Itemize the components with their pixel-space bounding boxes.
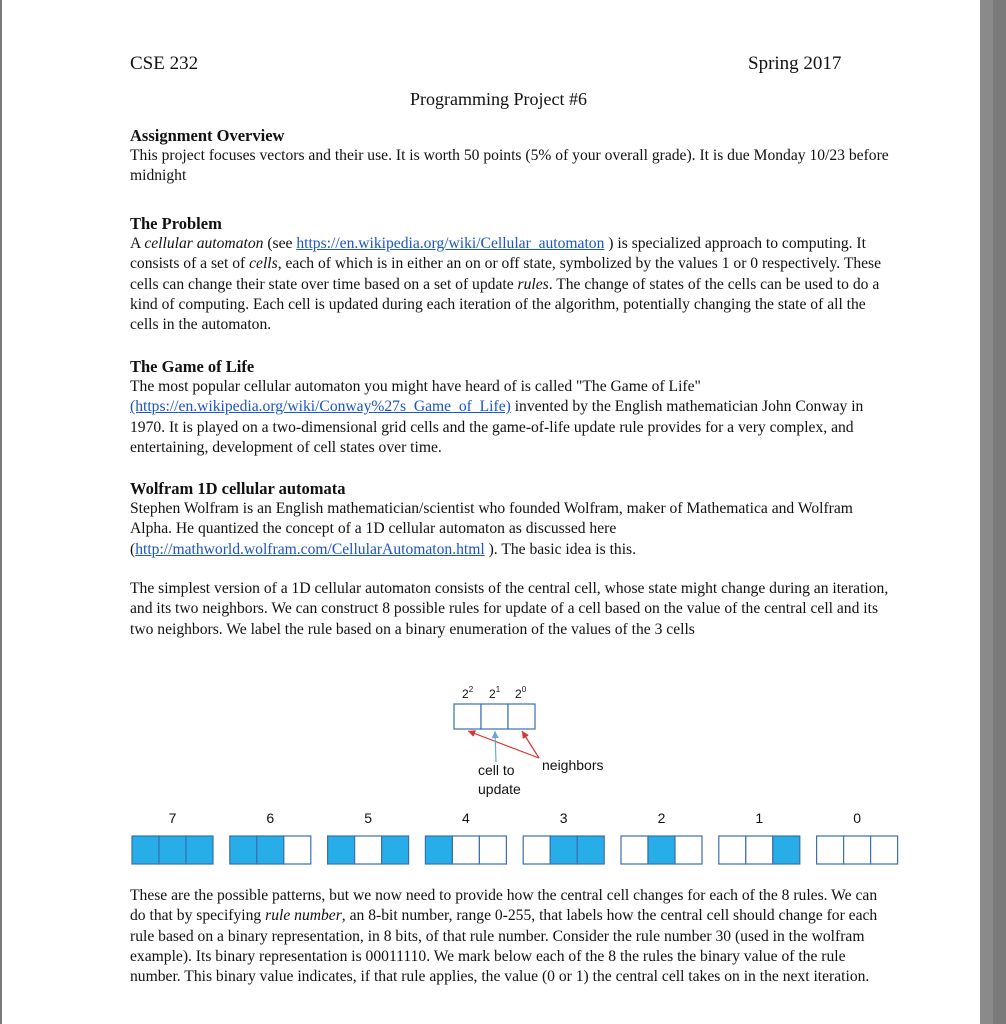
pattern-cell-on bbox=[230, 836, 257, 864]
pattern-cell-on bbox=[648, 836, 675, 864]
game-of-life-heading: The Game of Life bbox=[130, 357, 255, 376]
pattern-number-label: 1 bbox=[755, 810, 764, 826]
cell-to-update-label-line1: cell to bbox=[478, 762, 515, 778]
pattern-cell-off bbox=[523, 836, 550, 864]
pattern-number-label: 6 bbox=[266, 810, 275, 826]
pattern-cell-off bbox=[479, 836, 506, 864]
patterns-row bbox=[132, 810, 898, 864]
pattern-cell-on bbox=[132, 836, 159, 864]
course-code: CSE 232 bbox=[130, 53, 199, 74]
pattern-cell-off bbox=[844, 836, 871, 864]
pattern-cell-off bbox=[719, 836, 746, 864]
pattern-cell-on bbox=[577, 836, 604, 864]
pattern-cell-on bbox=[328, 836, 355, 864]
pattern-cell-off bbox=[355, 836, 382, 864]
pattern-cell-on bbox=[425, 836, 452, 864]
problem-section bbox=[130, 213, 890, 335]
overview-text: This project focuses vectors and their use. It is worth 50 points (5% of your overall grade). It is due Monday 10/23 before midnight bbox=[130, 147, 889, 185]
pattern-cell-on bbox=[550, 836, 577, 864]
pattern-cell-off bbox=[452, 836, 479, 864]
pattern-number-label: 0 bbox=[853, 810, 861, 826]
game-of-life-link[interactable]: (https://en.wikipedia.org/wiki/Conway%27s_Game_of_Life) bbox=[130, 398, 511, 416]
wolfram-link[interactable]: http://mathworld.wolfram.com/CellularAutomaton.html bbox=[135, 540, 485, 558]
pattern-cell-off bbox=[871, 836, 898, 864]
overview-section bbox=[130, 125, 890, 187]
overview-heading: Assignment Overview bbox=[130, 126, 285, 145]
pattern-cell-on bbox=[186, 836, 213, 864]
pattern-number-label: 7 bbox=[168, 810, 177, 826]
pattern-number-label: 4 bbox=[462, 810, 470, 826]
cellular-automaton-link[interactable]: https://en.wikipedia.org/wiki/Cellular_automaton bbox=[296, 235, 605, 252]
pattern-cell-on bbox=[773, 836, 800, 864]
neighborhood-cell-left bbox=[454, 704, 481, 729]
arrow-to-right-neighbor bbox=[522, 731, 539, 758]
document-title: Programming Project #6 bbox=[410, 89, 587, 109]
term: Spring 2017 bbox=[748, 53, 842, 74]
pattern-cell-off bbox=[817, 836, 844, 864]
simplest-section bbox=[130, 579, 890, 640]
pattern-cell-on bbox=[257, 836, 284, 864]
neighborhood-cell-center bbox=[481, 704, 508, 729]
game-of-life-section bbox=[130, 356, 890, 458]
problem-heading: The Problem bbox=[130, 214, 222, 233]
wolfram-text: Stephen Wolfram is an English mathematician/scientist who founded Wolfram, maker of Mathematica and Wolfram Alpha. He quantized the concept of a 1D cellular automaton as discussed here (http://mathworld.wolfram.com/CellularAutomaton.html ). The basic idea is this. bbox=[130, 500, 853, 558]
document-page bbox=[2, 0, 993, 1024]
game-of-life-text: The most popular cellular automaton you might have heard of is called "The Game of Life" (https://en.wikipedia.org/wiki/Conway%27s_Game_of_Life) invented by the English mathematician John Conway in 1970. It is played on a two-dimensional grid cells and the game-of-life update rule provides for a very complex, and entertaining, development of cell states over time. bbox=[130, 378, 864, 456]
pattern-cell-off bbox=[621, 836, 648, 864]
pattern-number-label: 2 bbox=[657, 810, 666, 826]
pattern-cell-on bbox=[159, 836, 186, 864]
pattern-cell-on bbox=[382, 836, 409, 864]
pattern-cell-off bbox=[284, 836, 311, 864]
arrow-to-center-cell bbox=[495, 731, 496, 762]
neighbors-label: neighbors bbox=[542, 757, 604, 773]
wolfram-heading: Wolfram 1D cellular automata bbox=[130, 479, 346, 498]
pattern-cell-off bbox=[746, 836, 773, 864]
arrow-to-left-neighbor bbox=[468, 731, 539, 758]
pattern-cell-off bbox=[675, 836, 702, 864]
problem-text: A cellular automaton (see https://en.wikipedia.org/wiki/Cellular_automaton ) is specialized approach to computing. It consists of a set of cells, each of which is in either an on or off state, symbolized by the values 1 or 0 respectively. These cells can change their state over time based on a set of update rules. The change of states of the cells can be used to do a kind of computing. Each cell is updated during each iteration of the algorithm, potentially changing the state of all the cells in the automaton. bbox=[130, 235, 882, 334]
power-label: $2^2$ bbox=[462, 685, 474, 701]
rules-section bbox=[130, 886, 890, 987]
pattern-number-label: 5 bbox=[364, 810, 372, 826]
page-edge bbox=[980, 0, 993, 1024]
pattern-number-label: 3 bbox=[559, 810, 568, 826]
power-label: $2^0$ bbox=[515, 685, 527, 701]
power-label: $2^1$ bbox=[489, 685, 501, 701]
simplest-text: The simplest version of a 1D cellular automaton consists of the central cell, whose state might change during an iteration, and its two neighbors. We can construct 8 possible rules for update of a cell based on the value of the central cell and its two neighbors. We label the rule based on a binary enumeration of the values of the 3 cells bbox=[130, 580, 889, 638]
cell-to-update-label-line2: update bbox=[478, 781, 521, 797]
neighborhood-cell-right bbox=[508, 704, 535, 729]
rules-text: These are the possible patterns, but we now need to provide how the central cell changes for each of the 8 rules. We can do that by specifying rule number, an 8-bit number, range 0-255, that labels how the central cell should change for each rule based on a binary representation, in 8 bits, of that rule number. Consider the rule number 30 (used in the wolfram example). Its binary representation is 00011110. We mark below each of the 8 the rules the binary value of the rule number. This binary value indicates, if that rule applies, the value (0 or 1) the central cell takes on in the next iteration. bbox=[130, 887, 878, 986]
wolfram-section bbox=[130, 478, 890, 560]
